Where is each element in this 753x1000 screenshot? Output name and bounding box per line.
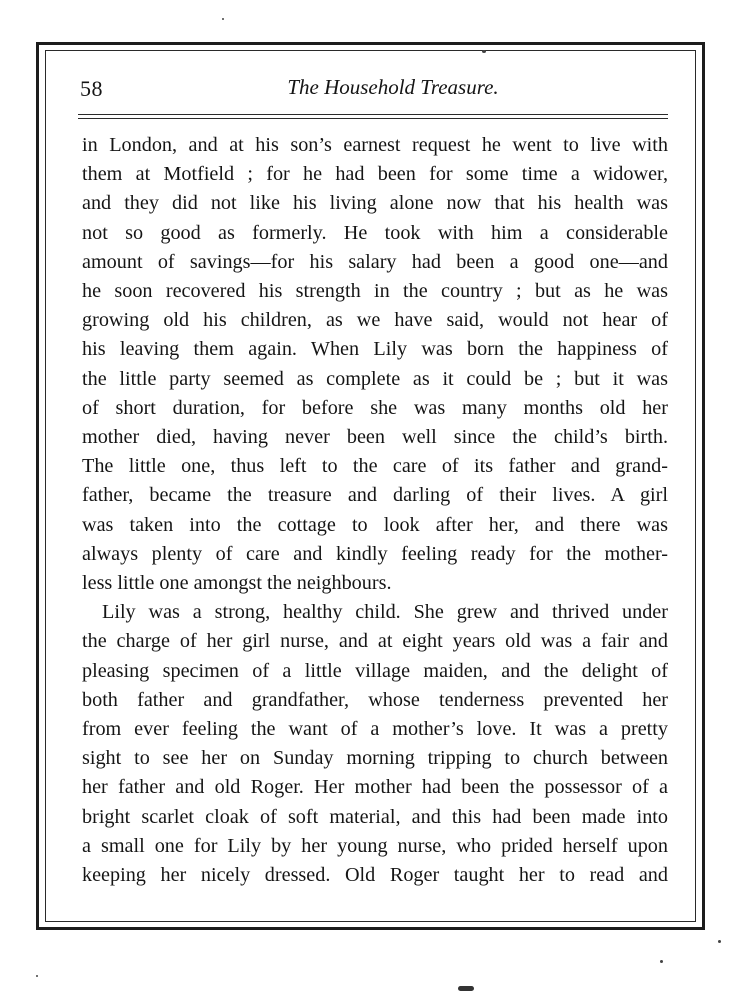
text-line: he soon recovered his strength in the country ; but as he was [82,280,668,303]
text-line: a small one for Lily by her young nurse, who prided herself upon [82,834,668,857]
scan-speck [718,940,721,943]
text-line: not so good as formerly. He took with him a considerable [82,221,668,244]
running-title: The Household Treasure. [287,75,499,99]
text-line: in London, and at his son’s earnest request he went to live with [82,134,668,156]
text-line: of short duration, for before she was many months old her [82,396,668,419]
scan-speck [222,18,224,20]
header-rule-bottom [78,118,668,119]
text-line: them at Motfield ; for he had been for some time a widower, [82,163,668,186]
text-line: and they did not like his living alone now that his health was [82,192,668,215]
text-line: sight to see her on Sunday morning tripping to church between [82,747,668,770]
text-line: The little one, thus left to the care of its father and grand- [82,455,668,478]
scan-speck [36,975,38,977]
text-line: Lily was a strong, healthy child. She grew and thrived under [102,601,668,624]
text-line: from ever feeling the want of a mother’s love. It was a pretty [82,718,668,741]
text-line: less little one amongst the neighbours. [82,572,392,595]
scan-smudge [458,986,474,991]
running-header [78,72,668,104]
page-number: 58 [80,76,103,101]
text-line: the charge of her girl nurse, and at eight years old was a fair and [82,630,668,653]
text-line: mother died, having never been well since the child’s birth. [82,426,668,449]
text-line: the little party seemed as complete as it could be ; but it was [82,367,668,390]
text-line: father, became the treasure and darling of their lives. A girl [82,484,668,507]
scan-speck [660,960,663,963]
scan-speck [482,50,486,53]
header-rule-top [78,114,668,115]
text-line: her father and old Roger. Her mother had been the possessor of a [82,776,668,799]
text-line: pleasing specimen of a little village maiden, and the delight of [82,659,668,682]
text-line: amount of savings—for his salary had been a good one—and [82,250,668,273]
text-line: growing old his children, as we have said, would not hear of [82,309,668,332]
body-text [82,131,668,890]
text-line: both father and grandfather, whose tenderness prevented her [82,688,668,711]
text-line: his leaving them again. When Lily was born the happiness of [82,338,668,361]
text-line: was taken into the cottage to look after her, and there was [82,513,668,536]
text-line: always plenty of care and kindly feeling ready for the mother- [82,542,668,565]
text-line: bright scarlet cloak of soft material, and this had been made into [82,805,668,828]
text-line: keeping her nicely dressed. Old Roger taught her to read and [82,864,668,887]
